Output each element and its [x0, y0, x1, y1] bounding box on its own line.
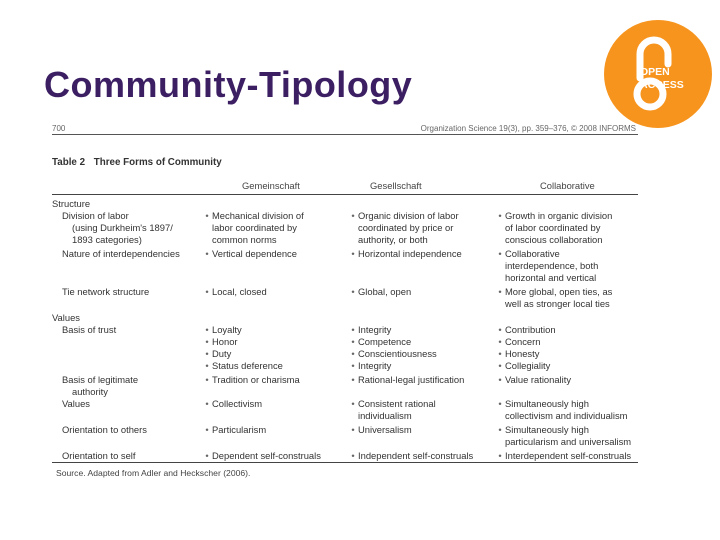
bullet-icon: • — [351, 398, 355, 409]
bullet-icon: • — [498, 248, 502, 259]
bullet-icon: • — [351, 324, 355, 335]
gemeinschaft-cell — [202, 450, 342, 462]
gesellschaft-cell — [348, 286, 490, 298]
cell-text: Basis of legitimate — [62, 374, 139, 385]
bullet-icon: • — [498, 348, 502, 359]
column-header-gemeinschaft: Gemeinschaft — [242, 180, 300, 191]
cell-text: Honesty — [505, 348, 540, 359]
table-row — [52, 324, 638, 374]
cell-text: particularism and universalism — [505, 436, 632, 447]
cell-text: Vertical dependence — [212, 248, 297, 259]
cell-text: authority — [72, 386, 108, 397]
cell-text: Collegiality — [505, 360, 551, 371]
gemeinschaft-cell — [202, 324, 342, 372]
cell-text: Duty — [212, 348, 232, 359]
gesellschaft-cell — [348, 374, 490, 386]
bullet-icon: • — [351, 374, 355, 385]
bullet-icon: • — [205, 248, 209, 259]
cell-text: Concern — [505, 336, 541, 347]
row-label — [52, 286, 200, 298]
row-label — [52, 324, 200, 336]
cell-text: Tradition or charisma — [212, 374, 300, 385]
cell-text: Global, open — [358, 286, 412, 297]
cell-text: Simultaneously high — [505, 398, 589, 409]
open-access-logo — [604, 20, 712, 128]
cell-text: of labor coordinated by — [505, 222, 601, 233]
cell-text: Division of labor — [62, 210, 129, 221]
cell-text: Orientation to self — [62, 450, 136, 461]
section-row-values — [52, 312, 638, 324]
cell-text: Orientation to others — [62, 424, 147, 435]
bullet-icon: • — [351, 210, 355, 221]
cell-text: Growth in organic division — [505, 210, 613, 221]
bullet-icon: • — [205, 360, 209, 371]
gesellschaft-cell — [348, 398, 490, 422]
table-bottom-rule — [52, 462, 638, 463]
bullet-icon: • — [351, 286, 355, 297]
cell-text: Independent self-construals — [358, 450, 474, 461]
gesellschaft-cell — [348, 324, 490, 372]
cell-text: Conscientiousness — [358, 348, 437, 359]
section-row-structure — [52, 198, 638, 210]
header-rule — [52, 134, 638, 135]
collaborative-cell — [495, 374, 640, 386]
cell-text: Contribution — [505, 324, 556, 335]
section-label: Structure — [52, 198, 91, 209]
row-label — [52, 248, 200, 260]
cell-text: Loyalty — [212, 324, 242, 335]
cell-text: common norms — [212, 234, 277, 245]
table-body — [52, 198, 638, 464]
row-label — [52, 374, 200, 398]
cell-text: Dependent self-construals — [212, 450, 321, 461]
gemeinschaft-cell — [202, 248, 342, 260]
collaborative-cell — [495, 398, 640, 422]
bullet-icon: • — [205, 286, 209, 297]
cell-text: Nature of interdependencies — [62, 248, 180, 259]
bullet-icon: • — [205, 398, 209, 409]
gemeinschaft-cell — [202, 286, 342, 298]
slide-title: Community-Tipology — [44, 64, 413, 105]
cell-text: Particularism — [212, 424, 267, 435]
collaborative-cell — [495, 424, 640, 448]
bullet-icon: • — [205, 348, 209, 359]
source-note: Source. Adapted from Adler and Heckscher (2006). — [56, 468, 251, 478]
bullet-icon: • — [498, 210, 502, 221]
cell-text: Integrity — [358, 324, 392, 335]
bullet-icon: • — [351, 450, 355, 461]
cell-text: Integrity — [358, 360, 392, 371]
bullet-icon: • — [205, 424, 209, 435]
cell-text: Local, closed — [212, 286, 267, 297]
gemeinschaft-cell — [202, 424, 342, 436]
table-row — [52, 374, 638, 398]
bullet-icon: • — [205, 450, 209, 461]
row-label — [52, 398, 200, 410]
section-label: Values — [52, 312, 80, 323]
bullet-icon: • — [498, 360, 502, 371]
gemeinschaft-cell — [202, 374, 342, 386]
gesellschaft-cell — [348, 248, 490, 260]
cell-text: Status deference — [212, 360, 283, 371]
cell-text: Simultaneously high — [505, 424, 589, 435]
table-caption — [52, 157, 222, 168]
collaborative-cell — [495, 324, 640, 372]
cell-text: Universalism — [358, 424, 412, 435]
cell-text: Consistent rational — [358, 398, 436, 409]
row-label — [52, 210, 200, 246]
cell-text: Tie network structure — [62, 286, 150, 297]
cell-text: collectivism and individualism — [505, 410, 628, 421]
cell-text: More global, open ties, as — [505, 286, 613, 297]
cell-text: Organic division of labor — [358, 210, 459, 221]
bullet-icon: • — [498, 450, 502, 461]
cell-text: interdependence, both — [505, 260, 599, 271]
bullet-icon: • — [351, 424, 355, 435]
gesellschaft-cell — [348, 450, 490, 462]
bullet-icon: • — [498, 398, 502, 409]
cell-text: authority, or both — [358, 234, 428, 245]
gemeinschaft-cell — [202, 398, 342, 410]
table-row — [52, 248, 638, 286]
cell-text: well as stronger local ties — [505, 298, 610, 309]
cell-text: horizontal and vertical — [505, 272, 597, 283]
cell-text: Mechanical division of — [212, 210, 304, 221]
bullet-icon: • — [351, 248, 355, 259]
collaborative-cell — [495, 450, 640, 462]
bullet-icon: • — [205, 374, 209, 385]
bullet-icon: • — [351, 336, 355, 347]
bullet-icon: • — [498, 374, 502, 385]
cell-text: 1893 categories) — [72, 234, 142, 245]
column-header-gesellschaft: Gesellschaft — [370, 180, 422, 191]
table-top-rule — [52, 194, 638, 195]
table-number: Table 2 — [52, 157, 86, 168]
cell-text: Values — [62, 398, 90, 409]
bullet-icon: • — [498, 336, 502, 347]
cell-text: (using Durkheim's 1897/ — [72, 222, 173, 233]
cell-text: Competence — [358, 336, 412, 347]
row-label — [52, 424, 200, 436]
cell-text: coordinated by price or — [358, 222, 454, 233]
cell-text: Honor — [212, 336, 238, 347]
cell-text: Collectivism — [212, 398, 263, 409]
column-header-collaborative: Collaborative — [540, 180, 595, 191]
cell-text: Interdependent self-construals — [505, 450, 632, 461]
cell-text: labor coordinated by — [212, 222, 297, 233]
page-number: 700 — [52, 124, 66, 133]
bullet-icon: • — [351, 360, 355, 371]
gemeinschaft-cell — [202, 210, 342, 246]
row-label — [52, 450, 200, 462]
bullet-icon: • — [498, 424, 502, 435]
journal-reference: Organization Science 19(3), pp. 359–376, © 2008 INFORMS — [420, 124, 636, 133]
collaborative-cell — [495, 286, 640, 310]
table-row — [52, 210, 638, 248]
logo-access-text: ACCESS — [640, 79, 684, 91]
table-title: Three Forms of Community — [93, 157, 222, 168]
bullet-icon: • — [498, 286, 502, 297]
bullet-icon: • — [498, 324, 502, 335]
bullet-icon: • — [205, 210, 209, 221]
cell-text: Collaborative — [505, 248, 560, 259]
bullet-icon: • — [205, 324, 209, 335]
logo-open-text: OPEN — [640, 66, 670, 78]
cell-text: Rational-legal justification — [358, 374, 465, 385]
table-row — [52, 398, 638, 424]
cell-text: Horizontal independence — [358, 248, 462, 259]
cell-text: Value rationality — [505, 374, 572, 385]
table-row — [52, 286, 638, 312]
gesellschaft-cell — [348, 210, 490, 246]
collaborative-cell — [495, 210, 640, 246]
gesellschaft-cell — [348, 424, 490, 436]
cell-text: conscious collaboration — [505, 234, 603, 245]
cell-text: individualism — [358, 410, 412, 421]
table-row — [52, 424, 638, 450]
scanned-table-document — [52, 124, 640, 484]
cell-text: Basis of trust — [62, 324, 117, 335]
bullet-icon: • — [205, 336, 209, 347]
bullet-icon: • — [351, 348, 355, 359]
collaborative-cell — [495, 248, 640, 284]
